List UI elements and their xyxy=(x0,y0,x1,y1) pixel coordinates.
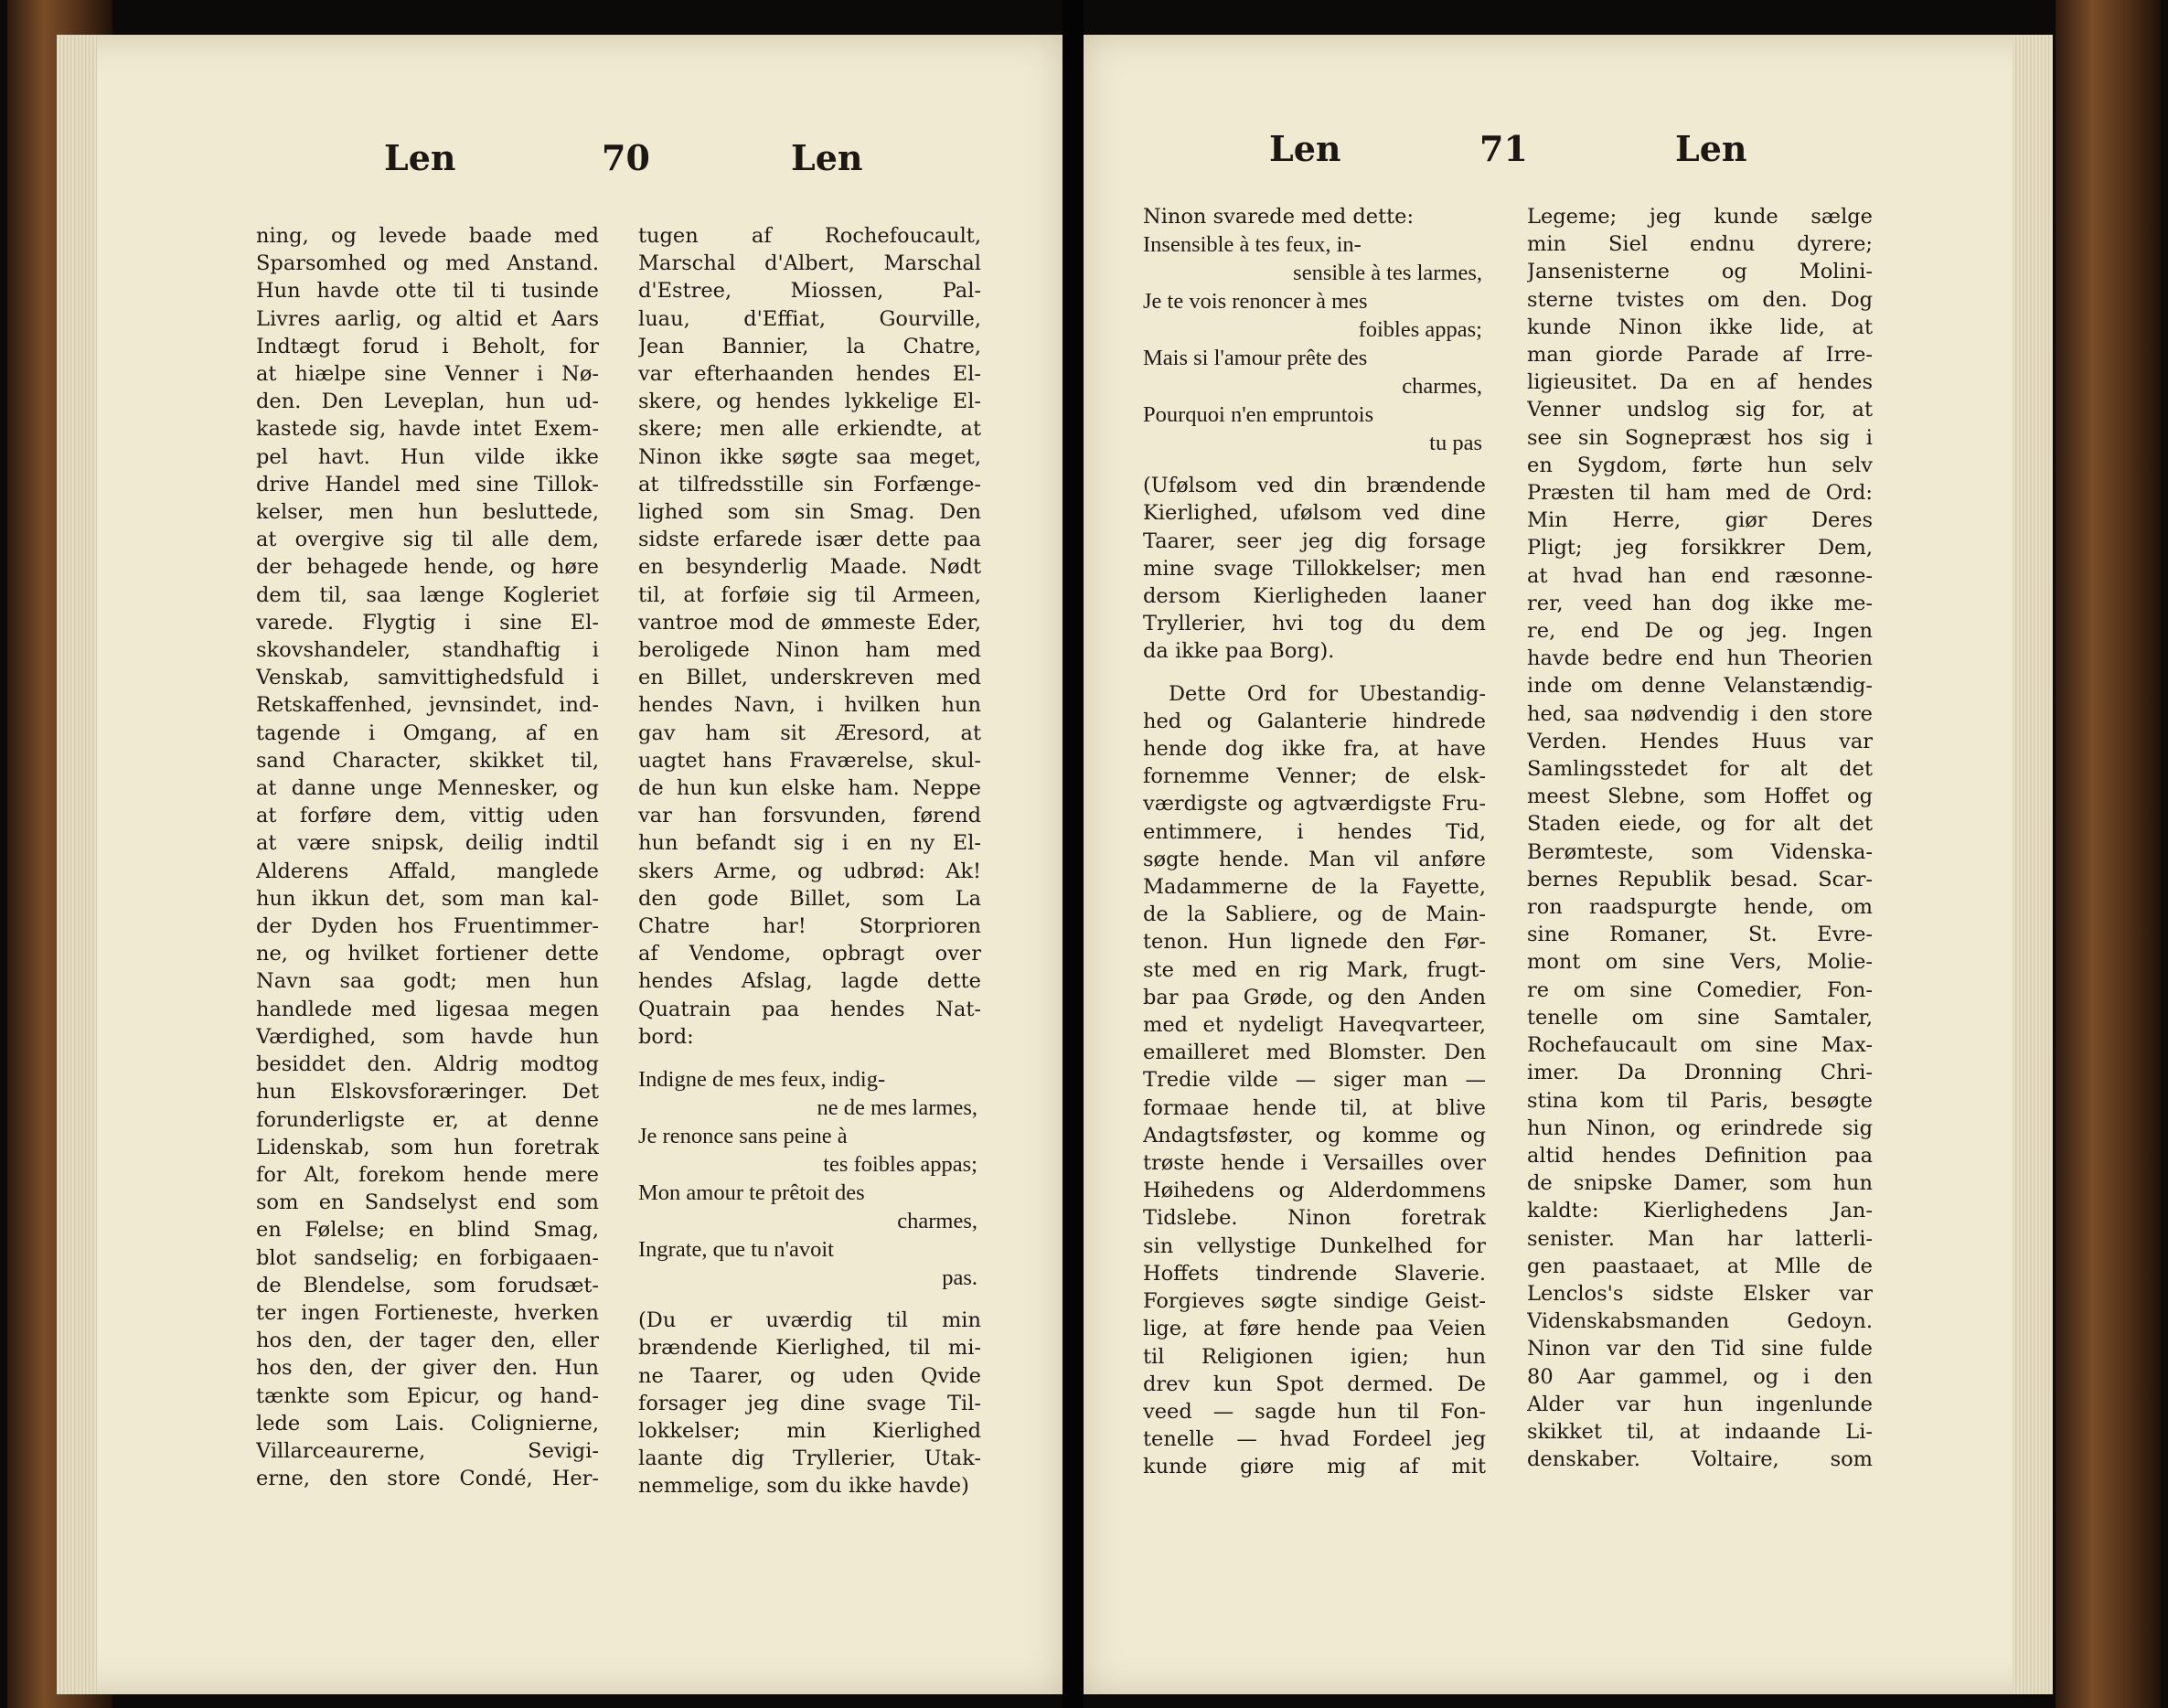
prose-line: skovshandeler, standhaftig i xyxy=(256,638,599,663)
prose-line: Tredie vilde — siger man — xyxy=(1143,1068,1486,1093)
prose-line: fornemme Venner; de elsk- xyxy=(1143,764,1486,789)
prose-line: Marschal d'Albert, Marschal xyxy=(638,251,981,276)
prose-line: at være snipsk, deilig indtil xyxy=(256,831,599,856)
verse-line: Je renonce sans peine à xyxy=(638,1124,848,1149)
prose-line: var efterhaanden hendes El- xyxy=(638,362,981,387)
prose-line: de snipske Damer, som hun xyxy=(1527,1171,1873,1196)
prose-line: Ninon ikke søgte saa meget, xyxy=(638,444,981,469)
verse-line-continuation: charmes, xyxy=(1402,374,1482,400)
right-page-number: 71 xyxy=(1479,128,1528,169)
prose-line: besiddet den. Aldrig modtog xyxy=(256,1052,599,1077)
verse-line-continuation: tes foibles appas; xyxy=(823,1152,977,1178)
prose-line: dem til, saa længe Kogleriet xyxy=(256,582,599,607)
prose-line: Venskab, samvittighedsfuld i xyxy=(256,666,599,690)
prose-line: gav ham sit Æresord, at xyxy=(638,721,981,745)
prose-line: mont om sine Vers, Molie- xyxy=(1527,950,1873,975)
prose-line: Alderens Affald, manglede xyxy=(256,859,599,883)
prose-line: en Følelse; en blind Smag, xyxy=(256,1218,599,1243)
prose-line: erne, den store Condé, Her- xyxy=(256,1467,599,1491)
prose-line: hos den, der tager den, eller xyxy=(256,1329,599,1353)
prose-line: denskaber. Voltaire, som xyxy=(1527,1447,1873,1472)
prose-line: ste med en rig Mark, frugt- xyxy=(1143,957,1486,982)
translation-line: (Ufølsom ved din brændende xyxy=(1143,474,1486,498)
prose-line: skers Arme, og udbrød: Ak! xyxy=(638,859,981,883)
prose-line: Staden eiede, og for alt det xyxy=(1527,812,1873,837)
prose-line: tugen af Rochefoucault, xyxy=(638,224,981,248)
prose-line: varede. Flygtig i sine El- xyxy=(256,610,599,635)
prose-line: imer. Da Dronning Chri- xyxy=(1527,1061,1873,1085)
prose-line: hendes Navn, i hvilken hun xyxy=(638,693,981,718)
prose-line: senister. Man har latterli- xyxy=(1527,1226,1873,1251)
translation-line: (Du er uværdig til min xyxy=(638,1308,981,1333)
prose-line: ning, og levede baade med xyxy=(256,224,599,248)
prose-line: bord: xyxy=(638,1024,694,1049)
prose-line: hun Elskovsforæringer. Det xyxy=(256,1080,599,1105)
prose-line: inde om denne Velanstændig- xyxy=(1527,674,1873,699)
verse-line-continuation: ne de mes larmes, xyxy=(817,1095,977,1121)
prose-line: Quatrain paa hendes Nat- xyxy=(638,997,981,1021)
prose-line: med et nydeligt Haveqvarteer, xyxy=(1143,1013,1486,1038)
verse-line: Mon amour te prêtoit des xyxy=(638,1180,865,1206)
prose-line: skere; men alle erkiendte, at xyxy=(638,417,981,442)
prose-line: sand Character, skikket til, xyxy=(256,748,599,773)
prose-line: formaae hende til, at blive xyxy=(1143,1095,1486,1120)
prose-line: altid hendes Definition paa xyxy=(1527,1143,1873,1168)
prose-line: bar paa Grøde, og den Anden xyxy=(1143,985,1486,1009)
paragraph-gap xyxy=(1143,457,1486,472)
paragraph-gap xyxy=(638,1292,981,1307)
verse-intro: Ninon svarede med dette: xyxy=(1143,205,1415,229)
prose-line: Pligt; jeg forsikkrer Dem, xyxy=(1527,536,1873,560)
prose-line: Lenclos's sidste Elsker var xyxy=(1527,1281,1873,1306)
right-page-column-2 xyxy=(1527,203,1873,1473)
translation-line: dersom Kierligheden laaner xyxy=(1143,584,1486,609)
left-page-column-2 xyxy=(638,222,981,1500)
translation-line: Kierlighed, ufølsom ved dine xyxy=(1143,501,1486,526)
prose-line: Berømteste, som Videnska- xyxy=(1527,839,1873,864)
prose-line: man giorde Parade af Irre- xyxy=(1527,343,1873,368)
prose-line: entimmere, i hendes Tid, xyxy=(1143,819,1486,844)
prose-line: hos den, der giver den. Hun xyxy=(256,1356,599,1381)
left-page-number: 70 xyxy=(602,137,650,178)
prose-line: Hun havde otte til ti tusinde xyxy=(256,279,599,304)
prose-line: de la Sabliere, og de Main- xyxy=(1143,902,1486,927)
prose-line: skikket til, at indaande Li- xyxy=(1527,1419,1873,1444)
paragraph-gap xyxy=(1143,666,1486,680)
prose-line: søgte hende. Man vil anføre xyxy=(1143,847,1486,871)
prose-line: pel havt. Hun vilde ikke xyxy=(256,444,599,469)
prose-line: der Dyden hos Fruentimmer- xyxy=(256,914,599,939)
prose-line: Chatre har! Storprioren xyxy=(638,914,981,939)
prose-line: Samlingsstedet for alt det xyxy=(1527,757,1873,782)
prose-line: Dette Ord for Ubestandig- xyxy=(1169,681,1486,706)
translation-line: da ikke paa Borg). xyxy=(1143,639,1335,664)
prose-line: sidste erfarede især dette paa xyxy=(638,528,981,552)
right-page-running-head-left: Len xyxy=(1269,128,1341,169)
prose-line: kunde Ninon ikke lide, at xyxy=(1527,315,1873,339)
translation-line: nemmelige, som du ikke havde) xyxy=(638,1474,969,1499)
prose-line: drev kun Spot dermed. De xyxy=(1143,1372,1486,1396)
prose-line: rer, veed han dog ikke me- xyxy=(1527,591,1873,615)
prose-line: drive Handel med sine Tillok- xyxy=(256,472,599,496)
prose-line: at forføre dem, vittig uden xyxy=(256,804,599,828)
prose-line: Høihedens og Alderdommens xyxy=(1143,1179,1486,1203)
prose-line: en Billet, underskreven med xyxy=(638,666,981,690)
prose-line: d'Estree, Miossen, Pal- xyxy=(638,279,981,304)
prose-line: der behagede hende, og høre xyxy=(256,555,599,580)
prose-line: de Blendelse, som forudsæt- xyxy=(256,1273,599,1297)
left-fore-edge xyxy=(57,35,97,1694)
prose-line: skere, og hendes lykkelige El- xyxy=(638,390,981,414)
prose-line: ter ingen Fortieneste, hverken xyxy=(256,1300,599,1325)
prose-line: vantroe mod de ømmeste Eder, xyxy=(638,610,981,635)
prose-line: emailleret med Blomster. Den xyxy=(1143,1041,1486,1065)
right-fore-edge xyxy=(2013,35,2053,1694)
prose-line: lighed som sin Smag. Den xyxy=(638,500,981,525)
prose-line: beroligede Ninon ham med xyxy=(638,638,981,663)
prose-line: trøste hende i Versailles over xyxy=(1143,1151,1486,1176)
prose-line: Venner undslog sig for, at xyxy=(1527,398,1873,422)
prose-line: tagende i Omgang, af en xyxy=(256,721,599,745)
prose-line: hed og Galanterie hindrede xyxy=(1143,709,1486,733)
verse-quatrain xyxy=(1143,230,1486,457)
prose-line: Retskaffenhed, jevnsindet, ind- xyxy=(256,693,599,718)
prose-line: hun ikkun det, som man kal- xyxy=(256,886,599,911)
prose-line: Videnskabsmanden Gedoyn. xyxy=(1527,1309,1873,1334)
verse-line: Ingrate, que tu n'avoit xyxy=(638,1237,834,1263)
prose-line: veed — sagde hun til Fon- xyxy=(1143,1399,1486,1424)
prose-line: tenelle om sine Samtaler, xyxy=(1527,1005,1873,1030)
prose-line: tenon. Hun lignede den Før- xyxy=(1143,930,1486,955)
prose-line: at danne unge Mennesker, og xyxy=(256,776,599,801)
prose-line: den gode Billet, som La xyxy=(638,886,981,911)
prose-line: Livres aarlig, og altid et Aars xyxy=(256,306,599,331)
prose-line: værdigste og agtværdigste Fru- xyxy=(1143,792,1486,817)
left-page-running-head-left: Len xyxy=(384,137,456,178)
prose-line: af Vendome, opbragt over xyxy=(638,942,981,966)
verse-line: Mais si l'amour prête des xyxy=(1143,346,1368,371)
verse-line: Indigne de mes feux, indig- xyxy=(638,1067,886,1093)
prose-line: tænkte som Epicur, og hand- xyxy=(256,1383,599,1408)
prose-line: Alder var hun ingenlunde xyxy=(1527,1392,1873,1416)
prose-line: Andagtsføster, og komme og xyxy=(1143,1123,1486,1148)
verse-line: Pourquoi n'en empruntois xyxy=(1143,402,1374,428)
translation-line: mine svage Tillokkelser; men xyxy=(1143,556,1486,581)
prose-line: Jean Bannier, la Chatre, xyxy=(638,334,981,358)
prose-line: ligieusitet. Da en af hendes xyxy=(1527,370,1873,395)
prose-line: Legeme; jeg kunde sælge xyxy=(1527,205,1873,229)
prose-line: havde bedre end hun Theorien xyxy=(1527,646,1873,671)
translation-line: forsager jeg dine svage Til- xyxy=(638,1391,981,1415)
prose-line: ne, og hvilket fortiener dette xyxy=(256,942,599,966)
prose-line: Villarceaurerne, Sevigi- xyxy=(256,1438,599,1463)
prose-line: Præsten til ham med de Ord: xyxy=(1527,481,1873,506)
prose-line: forunderligste er, at denne xyxy=(256,1107,599,1132)
prose-line: handlede med ligesaa megen xyxy=(256,997,599,1021)
prose-line: stina kom til Paris, besøgte xyxy=(1527,1088,1873,1113)
prose-line: sin vellystige Dunkelhed for xyxy=(1143,1233,1486,1258)
prose-line: Indtægt forud i Beholt, for xyxy=(256,334,599,358)
prose-line: Ninon var den Tid sine fulde xyxy=(1527,1337,1873,1361)
prose-line: Madammerne de la Fayette, xyxy=(1143,875,1486,900)
prose-line: re om sine Comedier, Fon- xyxy=(1527,977,1873,1002)
prose-line: at hiælpe sine Venner i Nø- xyxy=(256,362,599,387)
verse-line-continuation: pas. xyxy=(942,1265,977,1291)
prose-line: tenelle — hvad Fordeel jeg xyxy=(1143,1427,1486,1452)
prose-line: kelser, men hun besluttede, xyxy=(256,500,599,525)
prose-line: sterne tvistes om den. Dog xyxy=(1527,287,1873,312)
prose-line: en Sygdom, førte hun selv xyxy=(1527,453,1873,477)
prose-line: til Religionen igien; hun xyxy=(1143,1344,1486,1369)
prose-line: som en Sandselyst end som xyxy=(256,1190,599,1215)
prose-line: at tilfredsstille sin Forfænge- xyxy=(638,472,981,496)
prose-line: gen paastaaet, at Mlle de xyxy=(1527,1254,1873,1278)
translation-line: Tryllerier, hvi tog du dem xyxy=(1143,612,1486,636)
verse-line-continuation: charmes, xyxy=(897,1209,977,1234)
prose-line: at hvad han end ræsonne- xyxy=(1527,563,1873,588)
prose-line: Lidenskab, som hun foretrak xyxy=(256,1135,599,1159)
translation-line: ne Taarer, og uden Qvide xyxy=(638,1363,981,1388)
left-page-running-head-right: Len xyxy=(791,137,863,178)
prose-line: lige, at føre hende paa Veien xyxy=(1143,1317,1486,1341)
prose-line: var han forsvunden, førend xyxy=(638,804,981,828)
prose-line: hende dog ikke fra, at have xyxy=(1143,737,1486,762)
prose-line: Min Herre, giør Deres xyxy=(1527,508,1873,533)
prose-line: Værdighed, som havde hun xyxy=(256,1024,599,1049)
prose-line: lede som Lais. Colignierne, xyxy=(256,1411,599,1436)
prose-line: see sin Sognepræst hos sig i xyxy=(1527,425,1873,450)
prose-line: hendes Afslag, lagde dette xyxy=(638,969,981,994)
prose-line: sine Romaner, St. Evre- xyxy=(1527,923,1873,947)
prose-line: for Alt, forekom hende mere xyxy=(256,1162,599,1187)
prose-line: en besynderlig Maade. Nødt xyxy=(638,555,981,580)
right-cover-edge xyxy=(2056,0,2161,1708)
verse-line-continuation: sensible à tes larmes, xyxy=(1293,261,1482,286)
prose-line: Hoffets tindrende Slaverie. xyxy=(1143,1261,1486,1286)
prose-line: uagtet hans Fraværelse, skul- xyxy=(638,748,981,773)
prose-line: Rochefaucault om sine Max- xyxy=(1527,1033,1873,1058)
prose-line: Sparsomhed og med Anstand. xyxy=(256,251,599,276)
translation-line: brændende Kierlighed, til mi- xyxy=(638,1336,981,1361)
right-page-column-1 xyxy=(1143,203,1486,1481)
verse-line: Je te vois renoncer à mes xyxy=(1143,289,1368,315)
prose-line: kunde giøre mig af mit xyxy=(1143,1455,1486,1479)
prose-line: bernes Republik besad. Scar- xyxy=(1527,867,1873,891)
book-gutter xyxy=(1063,0,1084,1708)
prose-line: Verden. Hendes Huus var xyxy=(1527,729,1873,753)
prose-line: hun befandt sig i en ny El- xyxy=(638,831,981,856)
verse-line: Insensible à tes feux, in- xyxy=(1143,232,1362,258)
paragraph-gap xyxy=(638,1051,981,1065)
verse-line-continuation: foibles appas; xyxy=(1358,317,1482,343)
prose-line: hun Ninon, og erindrede sig xyxy=(1527,1116,1873,1140)
prose-line: kaldte: Kierlighedens Jan- xyxy=(1527,1199,1873,1223)
prose-line: Navn saa godt; men hun xyxy=(256,969,599,994)
prose-line: hed, saa nødvendig i den store xyxy=(1527,701,1873,726)
prose-line: meest Slebne, som Hoffet og xyxy=(1527,785,1873,809)
translation-line: lokkelser; min Kierlighed xyxy=(638,1418,981,1443)
verse-quatrain xyxy=(638,1065,981,1292)
prose-line: den. Den Leveplan, hun ud- xyxy=(256,390,599,414)
right-page-running-head-right: Len xyxy=(1675,128,1747,169)
prose-line: blot sandselig; en forbigaaen- xyxy=(256,1245,599,1270)
prose-line: de hun kun elske ham. Neppe xyxy=(638,776,981,801)
verse-line-continuation: tu pas xyxy=(1429,431,1482,456)
prose-line: Forgieves søgte sindige Geist- xyxy=(1143,1289,1486,1314)
prose-line: Tidslebe. Ninon foretrak xyxy=(1143,1206,1486,1231)
translation-line: laante dig Tryllerier, Utak- xyxy=(638,1446,981,1471)
translation-line: Taarer, seer jeg dig forsage xyxy=(1143,528,1486,553)
prose-line: til, at forføie sig til Armeen, xyxy=(638,582,981,607)
left-page-column-1 xyxy=(256,222,599,1492)
prose-line: re, end De og jeg. Ingen xyxy=(1527,619,1873,644)
prose-line: ron raadspurgte hende, om xyxy=(1527,895,1873,920)
prose-line: luau, d'Effiat, Gourville, xyxy=(638,306,981,331)
prose-line: Jansenisterne og Molini- xyxy=(1527,260,1873,284)
prose-line: 80 Aar gammel, og i den xyxy=(1527,1364,1873,1389)
prose-line: at overgive sig til alle dem, xyxy=(256,528,599,552)
prose-line: min Siel endnu dyrere; xyxy=(1527,232,1873,257)
prose-line: kastede sig, havde intet Exem- xyxy=(256,417,599,442)
